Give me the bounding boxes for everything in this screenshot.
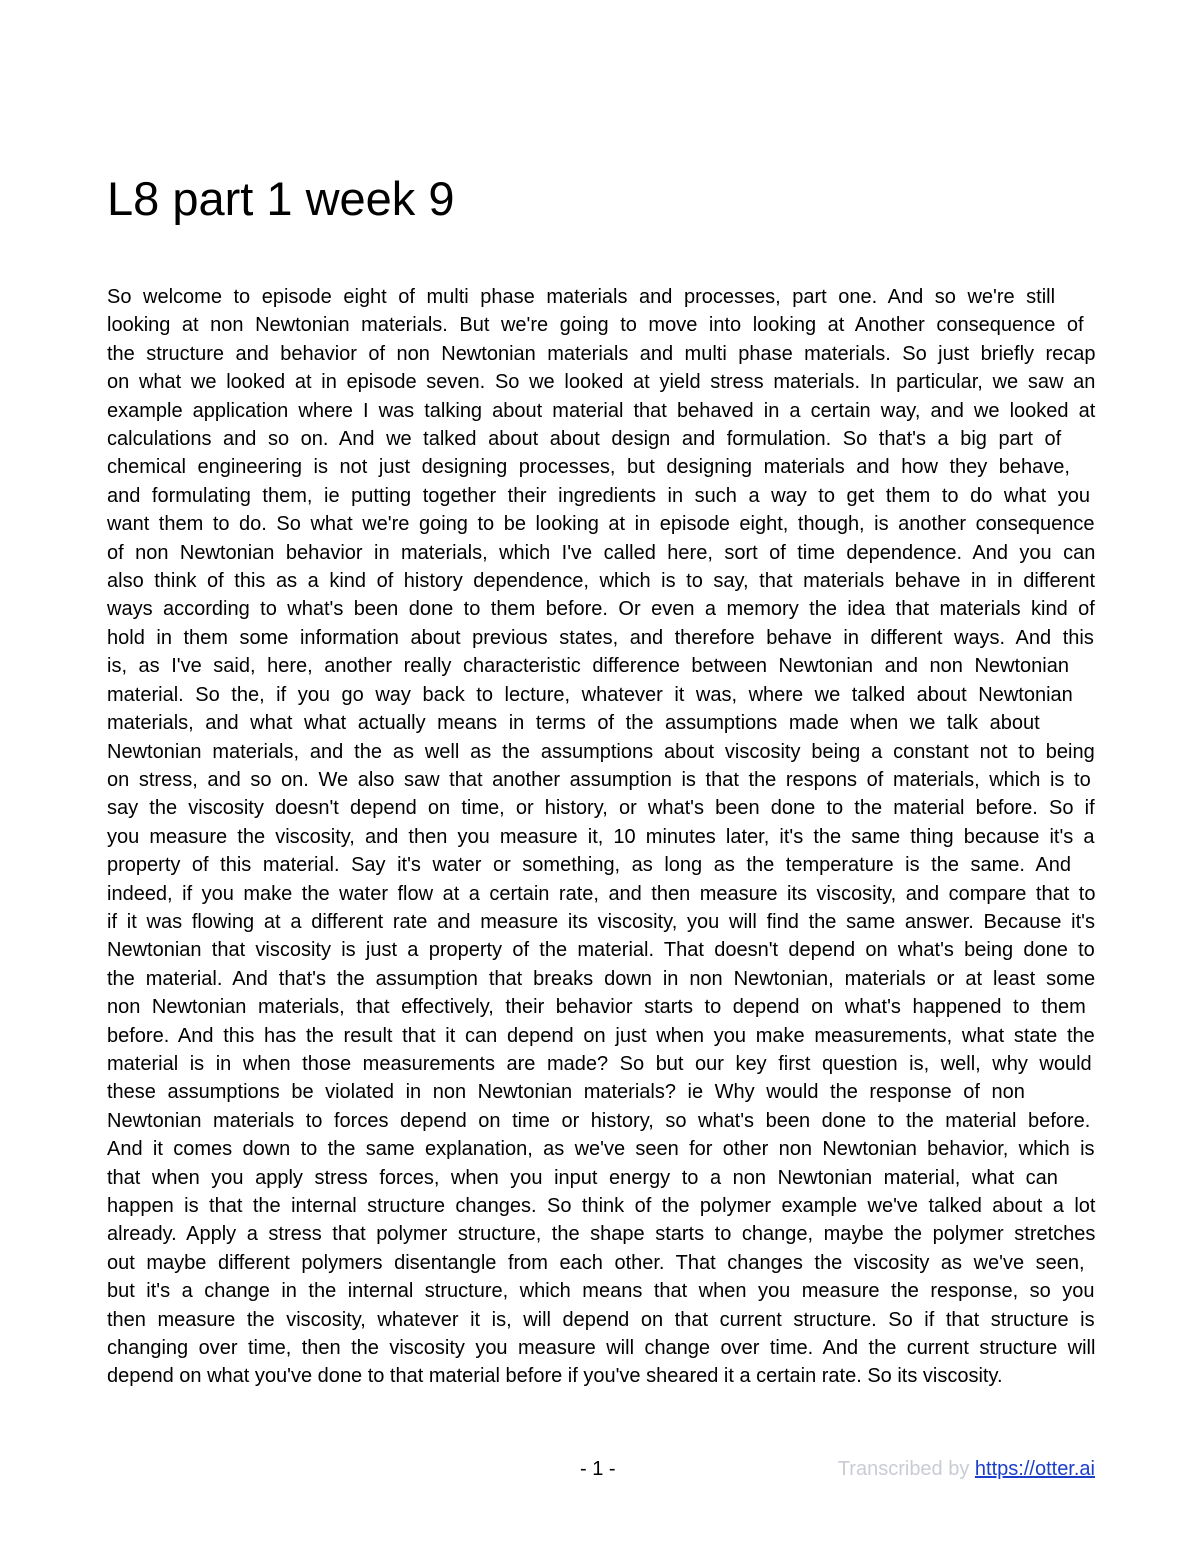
otter-link[interactable]: https://otter.ai [974,1458,1095,1480]
transcript-line: looking at non Newtonian materials. But we're going to move into looking at Another consequence of [107,314,1084,337]
transcript-line: example application where I was talking about material that behaved in a certain way, and we looked at [107,399,1096,422]
transcript-line: material is in when those measurements are made? So but our key first question is, well, why would [107,1052,1092,1075]
transcript-line: the material. And that's the assumption that breaks down in non Newtonian, materials or at least some [107,967,1096,990]
transcript-line: already. Apply a stress that polymer structure, the shape starts to change, maybe the polymer stretches [107,1223,1096,1246]
transcript-line: say the viscosity doesn't depend on time, or history, or what's been done to the material before. So if [107,797,1095,820]
transcript-line: want them to do. So what we're going to be looking at in episode eight, though, is another consequence [107,513,1095,536]
transcript-line: Newtonian that viscosity is just a property of the material. That doesn't depend on what's being done to [107,939,1095,962]
transcript-line: before. And this has the result that it can depend on just when you make measurements, what state the [107,1024,1095,1047]
transcript-line: of non Newtonian behavior in materials, which I've called here, sort of time dependence. And you can [107,541,1096,564]
transcript-line: also think of this as a kind of history dependence, which is to say, that materials behave in in different [107,570,1096,593]
transcript-line: you measure the viscosity, and then you measure it, 10 minutes later, it's the same thing because it's a [107,825,1095,848]
transcript-line: hold in them some information about previous states, and therefore behave in different ways. And this [107,626,1094,649]
transcript-line: then measure the viscosity, whatever it is, will depend on that current structure. So if that structure is [107,1308,1095,1331]
transcript-line: And it comes down to the same explanation, as we've seen for other non Newtonian behavior, which is [107,1138,1095,1161]
transcript-line: property of this material. Say it's water or something, as long as the temperature is the same. And [107,854,1072,877]
transcript-line: the structure and behavior of non Newtonian materials and multi phase materials. So just briefly recap [107,342,1096,365]
transcript-line: Newtonian materials to forces depend on time or history, so what's been done to the material before. [107,1109,1091,1132]
transcript-line: material. So the, if you go way back to lecture, whatever it was, where we talked about Newtonian [107,683,1073,706]
transcript-line: is, as I've said, here, another really characteristic difference between Newtonian and non Newtonian [107,655,1069,678]
transcript-line: changing over time, then the viscosity you measure will change over time. And the current structure will [107,1337,1096,1360]
transcript-line: Newtonian materials, and the as well as the assumptions about viscosity being a constant not to being [107,740,1095,763]
transcript-line: these assumptions be violated in non Newtonian materials? ie Why would the response of non [107,1081,1025,1104]
transcript-line: on stress, and so on. We also saw that another assumption is that the respons of materials, which is to [107,768,1091,791]
transcript-line: happen is that the internal structure changes. So think of the polymer example we've talked about a lot [107,1195,1096,1217]
transcript-line: but it's a change in the internal structure, which means that when you measure the response, so you [107,1280,1095,1303]
transcript-line: So welcome to episode eight of multi phase materials and processes, part one. And so we're still [107,286,1056,308]
transcript-line: on what we looked at in episode seven. So we looked at yield stress materials. In particular, we saw an [107,371,1096,394]
transcript-line: ways according to what's been done to them before. Or even a memory the idea that materials kind of [107,598,1095,621]
transcript-line: if it was flowing at a different rate and measure its viscosity, you will find the same answer. Because it's [107,910,1095,933]
transcript-line: and formulating them, ie putting together their ingredients in such a way to get them to do what you [107,484,1090,507]
transcript-line: chemical engineering is not just designing processes, but designing materials and how they behave, [107,456,1070,479]
transcript-line: materials, and what what actually means in terms of the assumptions made when we talk about [107,712,1040,735]
transcript-line: depend on what you've done to that material before if you've sheared it a certain rate. So its viscosity. [107,1365,1003,1388]
page-number: - 1 - [580,1458,616,1480]
transcript-line: calculations and so on. And we talked about about design and formulation. So that's a big part of [107,428,1062,451]
transcript-body [107,283,1095,1391]
page-footer [0,1458,1200,1488]
transcription-credit [838,1458,1095,1481]
transcript-line: that when you apply stress forces, when you input energy to a non Newtonian material, what can [107,1166,1058,1189]
transcript-line: indeed, if you make the water flow at a certain rate, and then measure its viscosity, and compare that to [107,882,1096,905]
transcript-line: non Newtonian materials, that effectively, their behavior starts to depend on what's happened to them [107,996,1086,1019]
transcript-line: out maybe different polymers disentangle from each other. That changes the viscosity as we've seen, [107,1251,1085,1274]
credit-text: Transcribed by [837,1458,975,1480]
document-title: L8 part 1 week 9 [107,172,455,225]
